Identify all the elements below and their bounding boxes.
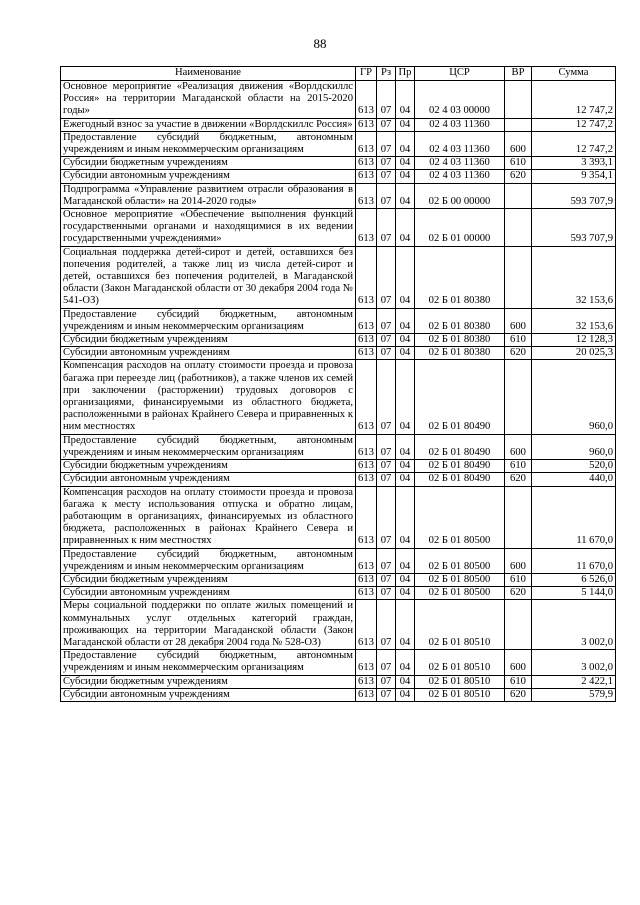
cell-sum: 12 747,2 [532, 81, 616, 119]
cell-csr: 02 4 03 11360 [415, 118, 505, 131]
cell-vr [505, 360, 532, 434]
cell-rz: 07 [377, 334, 396, 347]
cell-pr: 04 [396, 473, 415, 486]
cell-name: Подпрограмма «Управление развитием отрасли образования в Магаданской области» на 2014-2020 годы» [61, 183, 356, 208]
cell-csr: 02 Б 00 00000 [415, 183, 505, 208]
table-row [61, 473, 616, 486]
cell-rz: 07 [377, 600, 396, 650]
cell-vr: 600 [505, 650, 532, 675]
cell-gr: 613 [356, 334, 377, 347]
cell-sum: 32 153,6 [532, 246, 616, 308]
cell-rz: 07 [377, 118, 396, 131]
cell-gr: 613 [356, 548, 377, 573]
cell-pr: 04 [396, 573, 415, 586]
cell-name: Субсидии бюджетным учреждениям [61, 573, 356, 586]
cell-sum: 593 707,9 [532, 209, 616, 247]
cell-vr: 610 [505, 157, 532, 170]
cell-name: Предоставление субсидий бюджетным, автономным учреждениям и иным некоммерческим организациям [61, 434, 356, 459]
cell-gr: 613 [356, 170, 377, 183]
cell-sum: 12 747,2 [532, 131, 616, 156]
cell-pr: 04 [396, 170, 415, 183]
table-row [61, 334, 616, 347]
table-row [61, 183, 616, 208]
cell-gr: 613 [356, 183, 377, 208]
cell-name: Социальная поддержка детей-сирот и детей, оставшихся без попечения родителей, а также лиц из числа детей-сирот и детей, оставшихся без попечения родителей, в Магаданской области (Закон Магаданской области от 30 декабря 2004 года № 541-ОЗ) [61, 246, 356, 308]
cell-name: Субсидии автономным учреждениям [61, 473, 356, 486]
cell-pr: 04 [396, 347, 415, 360]
cell-pr: 04 [396, 183, 415, 208]
cell-rz: 07 [377, 587, 396, 600]
cell-csr: 02 Б 01 80380 [415, 246, 505, 308]
cell-sum: 579,9 [532, 688, 616, 701]
cell-name: Основное мероприятие «Реализация движения «Ворлдскиллс Россия» на территории Магаданской области на 2015-2020 годы» [61, 81, 356, 119]
cell-name: Предоставление субсидий бюджетным, автономным учреждениям и иным некоммерческим организациям [61, 308, 356, 333]
table-row [61, 131, 616, 156]
cell-gr: 613 [356, 81, 377, 119]
cell-rz: 07 [377, 131, 396, 156]
header-rz: Рз [377, 67, 396, 81]
cell-sum: 11 670,0 [532, 486, 616, 548]
header-csr: ЦСР [415, 67, 505, 81]
cell-vr: 620 [505, 587, 532, 600]
cell-sum: 11 670,0 [532, 548, 616, 573]
cell-pr: 04 [396, 650, 415, 675]
cell-gr: 613 [356, 434, 377, 459]
cell-pr: 04 [396, 209, 415, 247]
cell-sum: 3 002,0 [532, 600, 616, 650]
cell-vr: 610 [505, 573, 532, 586]
cell-name: Предоставление субсидий бюджетным, автономным учреждениям и иным некоммерческим организациям [61, 548, 356, 573]
cell-pr: 04 [396, 81, 415, 119]
table-row [61, 118, 616, 131]
table-body [61, 81, 616, 702]
cell-vr: 600 [505, 434, 532, 459]
table-row [61, 650, 616, 675]
cell-sum: 6 526,0 [532, 573, 616, 586]
cell-csr: 02 Б 01 80380 [415, 347, 505, 360]
cell-name: Ежегодный взнос за участие в движении «Ворлдскиллс Россия» [61, 118, 356, 131]
cell-name: Субсидии автономным учреждениям [61, 688, 356, 701]
cell-pr: 04 [396, 246, 415, 308]
cell-gr: 613 [356, 246, 377, 308]
cell-name: Предоставление субсидий бюджетным, автономным учреждениям и иным некоммерческим организациям [61, 650, 356, 675]
cell-rz: 07 [377, 81, 396, 119]
cell-name: Основное мероприятие «Обеспечение выполнения функций государственными органами и находящимися в их ведении государственными учреждениями» [61, 209, 356, 247]
table-row [61, 587, 616, 600]
cell-vr [505, 600, 532, 650]
cell-gr: 613 [356, 600, 377, 650]
cell-rz: 07 [377, 347, 396, 360]
cell-pr: 04 [396, 675, 415, 688]
cell-csr: 02 4 03 11360 [415, 157, 505, 170]
cell-gr: 613 [356, 347, 377, 360]
cell-vr: 610 [505, 334, 532, 347]
header-gr: ГР [356, 67, 377, 81]
cell-vr [505, 486, 532, 548]
cell-name: Субсидии бюджетным учреждениям [61, 460, 356, 473]
cell-pr: 04 [396, 434, 415, 459]
cell-pr: 04 [396, 118, 415, 131]
cell-sum: 32 153,6 [532, 308, 616, 333]
cell-csr: 02 Б 01 80500 [415, 548, 505, 573]
cell-gr: 613 [356, 360, 377, 434]
cell-gr: 613 [356, 473, 377, 486]
cell-rz: 07 [377, 688, 396, 701]
cell-csr: 02 Б 01 80510 [415, 650, 505, 675]
cell-name: Компенсация расходов на оплату стоимости проезда и провоза багажа к месту использования отпуска и обратно лицам, работающим в организациях, финансируемых из областного бюджета, расположенных в районах Крайнего Севера и приравненных к ним местностях [61, 486, 356, 548]
cell-pr: 04 [396, 157, 415, 170]
cell-vr [505, 183, 532, 208]
cell-gr: 613 [356, 308, 377, 333]
cell-pr: 04 [396, 587, 415, 600]
cell-gr: 613 [356, 118, 377, 131]
cell-gr: 613 [356, 688, 377, 701]
cell-gr: 613 [356, 650, 377, 675]
cell-csr: 02 Б 01 80500 [415, 573, 505, 586]
cell-rz: 07 [377, 573, 396, 586]
cell-csr: 02 Б 01 80500 [415, 587, 505, 600]
cell-csr: 02 Б 01 00000 [415, 209, 505, 247]
cell-pr: 04 [396, 688, 415, 701]
cell-csr: 02 Б 01 80510 [415, 688, 505, 701]
cell-csr: 02 Б 01 80380 [415, 308, 505, 333]
cell-sum: 960,0 [532, 360, 616, 434]
cell-gr: 613 [356, 486, 377, 548]
cell-rz: 07 [377, 548, 396, 573]
cell-pr: 04 [396, 334, 415, 347]
table-row [61, 246, 616, 308]
table-row [61, 460, 616, 473]
cell-csr: 02 Б 01 80490 [415, 434, 505, 459]
cell-sum: 3 393,1 [532, 157, 616, 170]
cell-name: Субсидии бюджетным учреждениям [61, 157, 356, 170]
cell-vr [505, 209, 532, 247]
cell-pr: 04 [396, 131, 415, 156]
cell-gr: 613 [356, 209, 377, 247]
cell-csr: 02 Б 01 80510 [415, 600, 505, 650]
table-row [61, 688, 616, 701]
cell-rz: 07 [377, 473, 396, 486]
cell-gr: 613 [356, 131, 377, 156]
cell-rz: 07 [377, 209, 396, 247]
header-name: Наименование [61, 67, 356, 81]
table-row [61, 157, 616, 170]
cell-gr: 613 [356, 587, 377, 600]
page-number: 88 [313, 36, 327, 51]
cell-sum: 12 128,3 [532, 334, 616, 347]
cell-pr: 04 [396, 486, 415, 548]
cell-csr: 02 Б 01 80500 [415, 486, 505, 548]
cell-sum: 593 707,9 [532, 183, 616, 208]
table-row [61, 360, 616, 434]
cell-sum: 20 025,3 [532, 347, 616, 360]
cell-vr [505, 246, 532, 308]
cell-pr: 04 [396, 360, 415, 434]
cell-name: Предоставление субсидий бюджетным, автономным учреждениям и иным некоммерческим организациям [61, 131, 356, 156]
cell-sum: 440,0 [532, 473, 616, 486]
cell-gr: 613 [356, 675, 377, 688]
cell-csr: 02 4 03 00000 [415, 81, 505, 119]
cell-csr: 02 4 03 11360 [415, 131, 505, 156]
table-row [61, 675, 616, 688]
table-row [61, 209, 616, 247]
table-header-row [61, 67, 616, 81]
cell-name: Меры социальной поддержки по оплате жилых помещений и коммунальных услуг отдельных категорий граждан, проживающих на территории Магаданской области (Закон Магаданской области от 28 декабря 2004 года № 528-ОЗ) [61, 600, 356, 650]
cell-name: Компенсация расходов на оплату стоимости проезда и провоза багажа при переезде лиц (работников), а также членов их семей при заключении (расторжении) трудовых договоров с организациями, финансируемыми из областного бюджета, расположенными в районах Крайнего Севера и приравненных к ним местностях [61, 360, 356, 434]
cell-vr: 620 [505, 347, 532, 360]
cell-vr: 620 [505, 473, 532, 486]
cell-rz: 07 [377, 675, 396, 688]
cell-sum: 520,0 [532, 460, 616, 473]
table-row [61, 573, 616, 586]
table-row [61, 81, 616, 119]
cell-csr: 02 4 03 11360 [415, 170, 505, 183]
cell-rz: 07 [377, 360, 396, 434]
header-vr: ВР [505, 67, 532, 81]
cell-vr: 600 [505, 131, 532, 156]
cell-rz: 07 [377, 486, 396, 548]
table-row [61, 170, 616, 183]
table-row [61, 548, 616, 573]
cell-pr: 04 [396, 460, 415, 473]
cell-gr: 613 [356, 460, 377, 473]
cell-sum: 9 354,1 [532, 170, 616, 183]
cell-gr: 613 [356, 157, 377, 170]
budget-table [60, 66, 616, 702]
cell-vr: 610 [505, 675, 532, 688]
cell-vr [505, 118, 532, 131]
table-row [61, 434, 616, 459]
cell-pr: 04 [396, 600, 415, 650]
table-row [61, 308, 616, 333]
cell-name: Субсидии автономным учреждениям [61, 587, 356, 600]
cell-vr: 600 [505, 308, 532, 333]
cell-name: Субсидии автономным учреждениям [61, 347, 356, 360]
cell-csr: 02 Б 01 80490 [415, 460, 505, 473]
cell-vr: 620 [505, 170, 532, 183]
header-sum: Сумма [532, 67, 616, 81]
cell-sum: 5 144,0 [532, 587, 616, 600]
cell-sum: 960,0 [532, 434, 616, 459]
cell-name: Субсидии бюджетным учреждениям [61, 334, 356, 347]
cell-name: Субсидии автономным учреждениям [61, 170, 356, 183]
cell-csr: 02 Б 01 80490 [415, 473, 505, 486]
cell-vr: 620 [505, 688, 532, 701]
cell-gr: 613 [356, 573, 377, 586]
cell-rz: 07 [377, 460, 396, 473]
cell-rz: 07 [377, 308, 396, 333]
header-pr: Пр [396, 67, 415, 81]
table-row [61, 486, 616, 548]
cell-csr: 02 Б 01 80380 [415, 334, 505, 347]
cell-vr [505, 81, 532, 119]
cell-rz: 07 [377, 246, 396, 308]
cell-rz: 07 [377, 157, 396, 170]
cell-rz: 07 [377, 183, 396, 208]
table-row [61, 600, 616, 650]
cell-pr: 04 [396, 308, 415, 333]
cell-vr: 610 [505, 460, 532, 473]
cell-sum: 2 422,1 [532, 675, 616, 688]
cell-rz: 07 [377, 170, 396, 183]
cell-csr: 02 Б 01 80510 [415, 675, 505, 688]
cell-rz: 07 [377, 434, 396, 459]
cell-csr: 02 Б 01 80490 [415, 360, 505, 434]
cell-pr: 04 [396, 548, 415, 573]
cell-sum: 12 747,2 [532, 118, 616, 131]
cell-sum: 3 002,0 [532, 650, 616, 675]
cell-vr: 600 [505, 548, 532, 573]
cell-name: Субсидии бюджетным учреждениям [61, 675, 356, 688]
table-row [61, 347, 616, 360]
cell-rz: 07 [377, 650, 396, 675]
